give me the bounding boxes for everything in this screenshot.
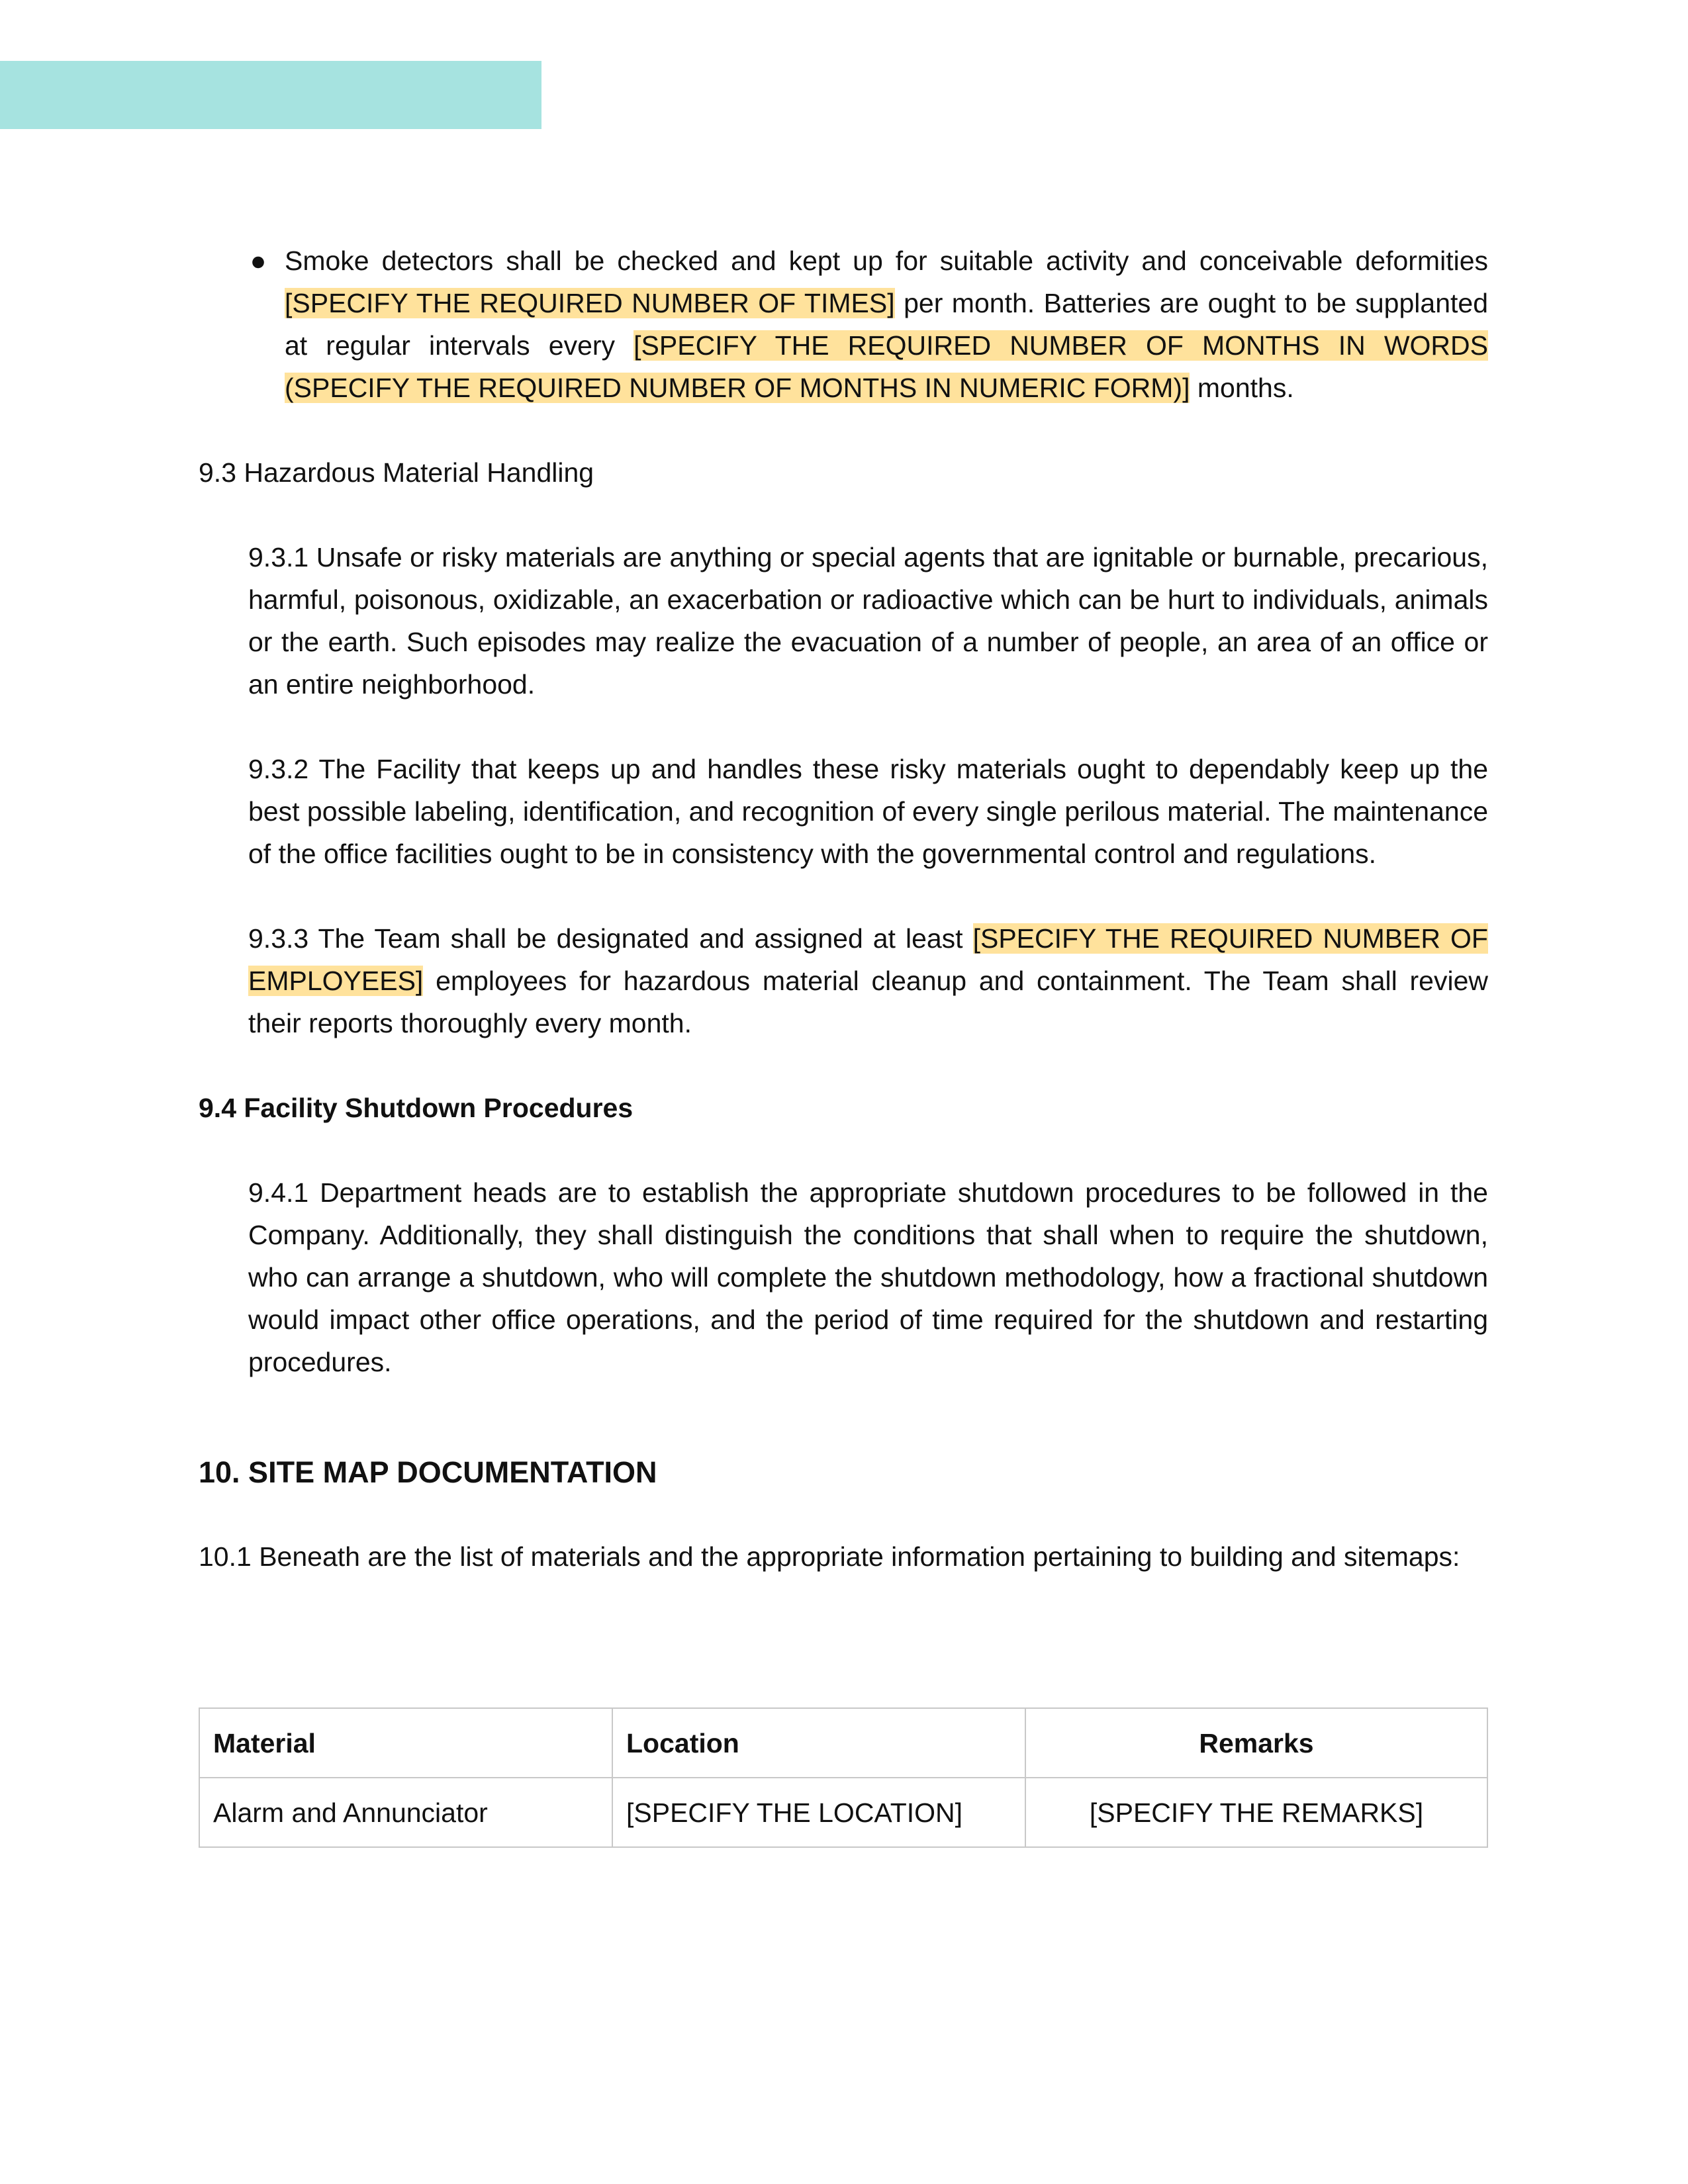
sitemap-table	[199, 1707, 1488, 1848]
paragraph-9-3-2: 9.3.2 The Facility that keeps up and handles these risky materials ought to dependably keep up the best possible labeling, identification, and recognition of every single perilous material. The maintenance of the office facilities ought to be in consistency with the governmental control and regulations.	[248, 754, 1488, 869]
smoke-detector-bullet	[199, 240, 1488, 409]
placeholder-number-of-times: [SPECIFY THE REQUIRED NUMBER OF TIMES]	[285, 288, 895, 318]
heading-10: 10. SITE MAP DOCUMENTATION	[199, 1455, 657, 1489]
heading-9-3: 9.3 Hazardous Material Handling	[199, 457, 594, 488]
paragraph-9-4-1: 9.4.1 Department heads are to establish the appropriate shutdown procedures to be followed in the Company. Additionally, they shall distinguish the conditions that shall when to require the shutdown, who can arrange a shutdown, who will complete the shutdown methodology, how a fractional shutdown would impact other office operations, and the period of time required for the shutdown and restarting procedures.	[248, 1177, 1488, 1377]
table-row	[199, 1778, 1487, 1847]
table-header-remarks: Remarks	[1025, 1708, 1487, 1778]
paragraph-9-3-3-text-b: employees for hazardous material cleanup and containment. The Team shall review their reports thoroughly every month.	[248, 966, 1488, 1038]
bullet-dot-icon: ●	[250, 246, 267, 276]
paragraph-9-3-3	[248, 917, 1488, 1044]
table-cell-material: Alarm and Annunciator	[199, 1778, 612, 1847]
table-cell-remarks: [SPECIFY THE REMARKS]	[1025, 1778, 1487, 1847]
paragraph-9-3-3-text-a: 9.3.3 The Team shall be designated and assigned at least	[248, 923, 973, 954]
bullet-text-3: months.	[1190, 373, 1294, 403]
document-body	[199, 240, 1488, 1848]
table-header-material: Material	[199, 1708, 612, 1778]
header-accent-bar	[0, 61, 541, 129]
paragraph-9-3-1: 9.3.1 Unsafe or risky materials are anything or special agents that are ignitable or burnable, precarious, harmful, poisonous, oxidizable, an exacerbation or radioactive which can be hurt to individuals, animals or the earth. Such episodes may realize the evacuation of a number of people, an area of an office or an entire neighborhood.	[248, 542, 1488, 700]
placeholder-number-of-employees: [SPECIFY THE REQUIRED NUMBER OF EMPLOYEES]	[248, 923, 1488, 996]
table-header-row	[199, 1708, 1487, 1778]
placeholder-number-of-months: [SPECIFY THE REQUIRED NUMBER OF MONTHS IN WORDS (SPECIFY THE REQUIRED NUMBER OF MONTHS IN NUMERIC FORM)]	[285, 330, 1488, 403]
bullet-text-1: Smoke detectors shall be checked and kept up for suitable activity and conceivable deformities	[285, 246, 1488, 276]
bullet-text-2: per month. Batteries are ought to be supplanted at regular intervals every	[285, 288, 1489, 361]
heading-9-4: 9.4 Facility Shutdown Procedures	[199, 1093, 633, 1123]
table-cell-location: [SPECIFY THE LOCATION]	[612, 1778, 1025, 1847]
paragraph-10-1: 10.1 Beneath are the list of materials and the appropriate information pertaining to building and sitemaps:	[199, 1541, 1460, 1572]
table-header-location: Location	[612, 1708, 1025, 1778]
